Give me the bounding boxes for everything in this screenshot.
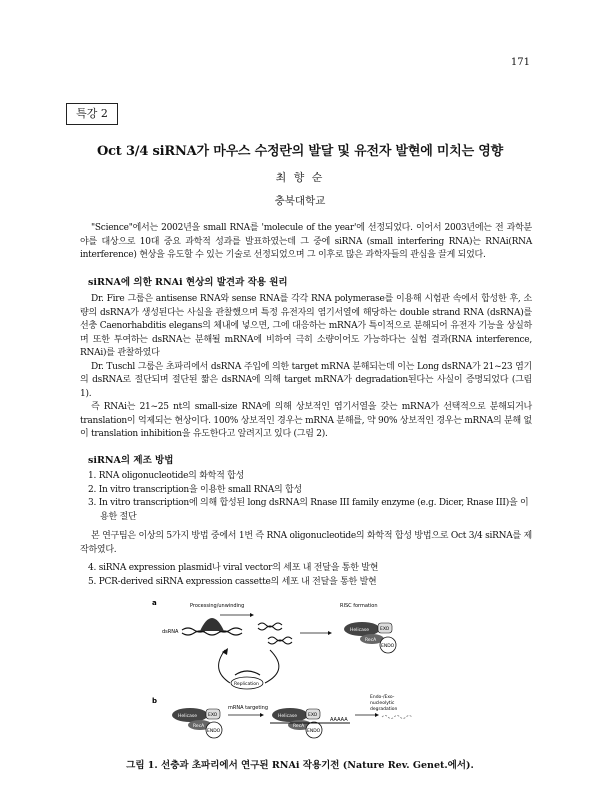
- list-item: 1. RNA oligonucleotide의 화학적 합성: [88, 471, 245, 481]
- section-rnai-body: [80, 293, 532, 442]
- risc-arrowhead: [328, 631, 332, 635]
- list-item: 5. PCR-derived siRNA expression cassette의 세포 내 전달을 통한 발현: [88, 576, 377, 587]
- risc-label: RISC formation: [340, 603, 378, 609]
- method-paragraph: [80, 530, 532, 557]
- rdrp-strand: [235, 671, 260, 675]
- method-list-2: [88, 562, 534, 589]
- intro-text: "Science"에서는 2002년을 small RNA를 'molecule of the year'에 선정되었다. 이어서 2003년에는 전 과학분야를 대상으로 10대 중요 과학적 성과를 발표하였는데 그 중에 siRNA (small interfering RNA)는 RNAi(RNA interference) 현상을 유도할 수 있는 기술로 선정되었으며 그 이후로 많은 과학자들의 관심을 끌게 되었다.: [80, 223, 532, 260]
- section-heading-siRNA-methods: siRNA의 제조 방법: [88, 455, 174, 466]
- replication-arrow-left: [219, 650, 230, 683]
- degradation-arrowhead: [375, 713, 379, 717]
- rnai-paragraph-3: 즉 RNAi는 21~25 nt의 small-size RNA에 의해 상보적인 염기서열을 갖는 mRNA가 선택적으로 분해되거나 translation이 억제되는 현상이다. 100% 상보적인 경우는 mRNA 분해를, 약 90% 상보적인 경우는 mRNA의 분해 없이 translation inhibition을 유도한다고 알려지고 있다 (그림 2).: [80, 402, 532, 439]
- page-number: 171: [510, 57, 530, 68]
- helicase-label: Helicase: [350, 628, 369, 633]
- dsrna-label: dsRNA: [162, 629, 179, 635]
- list-item: 3. In vitro transcription에 의해 합성된 long dsRNA의 Rnase III family enzyme (e.g. Dicer, Rnase III)을 이용한 절단: [88, 498, 529, 522]
- degradation-label: degradation: [370, 707, 398, 712]
- helicase-label: Helicase: [278, 714, 297, 719]
- exo-label: EXO: [380, 627, 390, 632]
- rnai-mechanism-figure: [150, 595, 450, 745]
- author: 최 향 순: [275, 171, 325, 184]
- processing-label: Processing/unwinding: [190, 603, 245, 609]
- reca-label: RecA: [365, 638, 377, 643]
- polya-label: AAAAA: [330, 717, 348, 723]
- risc-complex-b1: [172, 708, 222, 738]
- endo-label: ENDO: [381, 644, 395, 649]
- affiliation: 충북대학교: [274, 195, 326, 207]
- paper-title: Oct 3/4 siRNA가 마우스 수정란의 발달 및 유전자 발현에 미치는 영향: [96, 144, 504, 159]
- targeting-arrowhead: [260, 713, 264, 717]
- processing-arrowhead: [250, 613, 254, 617]
- degraded-mrna: [382, 716, 412, 719]
- list-item: 4. siRNA expression plasmid나 viral vector의 세포 내 전달을 통한 발현: [88, 563, 379, 573]
- mrna-targeting-label: mRNA targeting: [228, 705, 269, 711]
- method-paragraph-text: 본 연구팀은 이상의 5가지 방법 중에서 1번 즉 RNA oligonucleotide의 화학적 합성 방법으로 Oct 3/4 siRNA를 제작하였다.: [80, 531, 532, 555]
- endo-label: ENDO: [207, 729, 221, 734]
- replication-arrow-right: [265, 650, 279, 683]
- panel-a-label: a: [152, 599, 157, 607]
- panel-b-label: b: [152, 697, 158, 705]
- rnai-paragraph-1: Dr. Fire 그룹은 antisense RNA와 sense RNA를 각각 RNA polymerase를 이용해 시험관 속에서 합성한 후, 소량의 dsRNA가 생성된다는 사실을 관찰했으며 특정 유전자의 염기서열에 해당하는 double strand RNA (dsRNA)를 선충 Caenorhabditis elegans의 체내에 넣으면, 그에 대응하는 mRNA가 특이적으로 분해되어 유전자 기능을 상실하며 또한 투여하는 dsRNA는 분해될 mRNA에 비하여 극히 소량이어도 가능하다는 실험 결과(RNA interference, RNAi)를 관찰하였다: [80, 294, 532, 358]
- intro-paragraph: [80, 222, 532, 263]
- list-item: 2. In vitro transcription을 이용한 small RNA의 합성: [88, 484, 302, 495]
- endo-label: ENDO: [307, 729, 321, 734]
- section-tag: 특강 2: [66, 103, 118, 125]
- risc-complex-a: [344, 622, 396, 653]
- nucleolytic-label: nucleolytic: [370, 701, 395, 706]
- endo-exo-label: Endo-/Exo-: [370, 695, 395, 700]
- replication-label: Replication: [234, 682, 259, 687]
- figure-caption: 그림 1. 선충과 초파리에서 연구된 RNAi 작용기전 (Nature Rev. Genet.에서).: [126, 760, 474, 771]
- reca-label: RecA: [193, 724, 205, 729]
- helicase-label: Helicase: [178, 714, 197, 719]
- exo-label: EXO: [208, 713, 218, 718]
- reca-label: RecA: [293, 724, 305, 729]
- exo-label: EXO: [308, 713, 318, 718]
- method-list: [88, 470, 534, 524]
- rnai-paragraph-2: Dr. Tuschl 그룹은 초파리에서 dsRNA 주입에 의한 target mRNA 분해되는데 이는 Long dsRNA가 21~23 염기의 dsRNA로 절단되며 절단된 짧은 dsRNA에 의해 target mRNA가 degradation된다는 사실이 증명되었다 (그림 1).: [80, 361, 532, 399]
- dsrna-strand-bottom: [182, 631, 242, 635]
- section-heading-rnai: siRNA에 의한 RNAi 현상의 발견과 작용 원리: [88, 277, 288, 288]
- dicer-shape: [200, 618, 224, 631]
